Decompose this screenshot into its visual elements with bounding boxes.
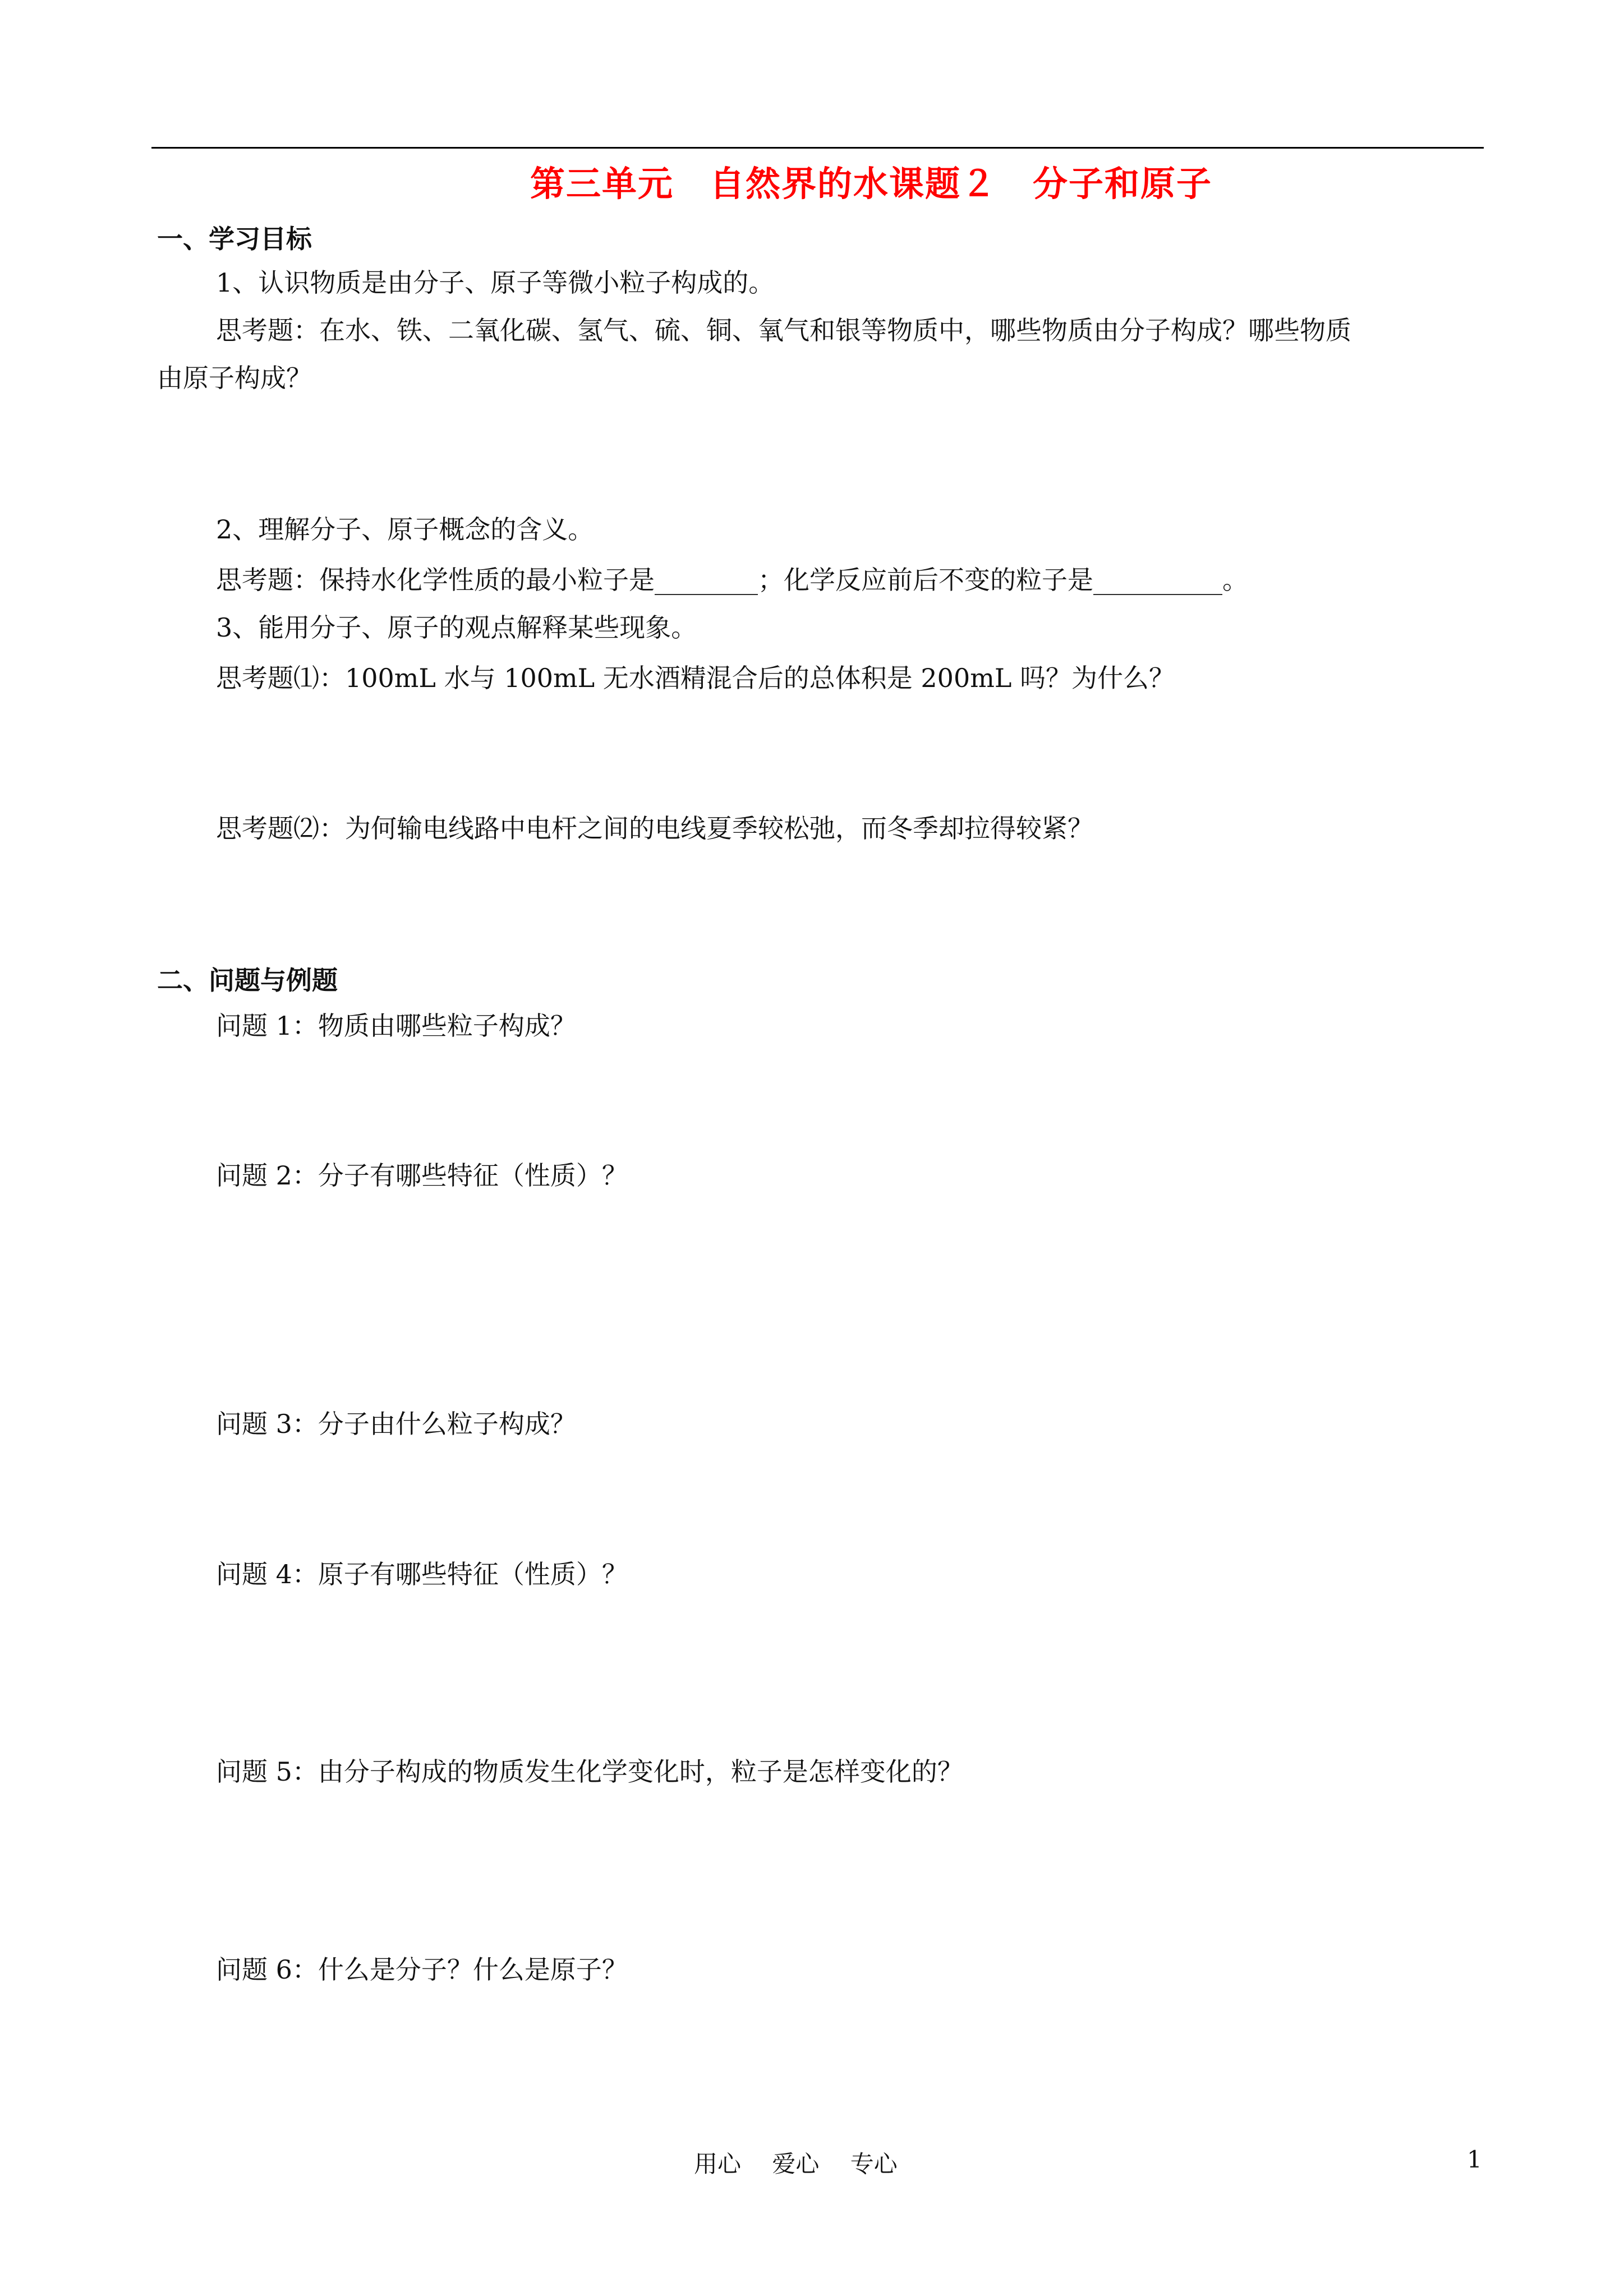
learning-goal-2: 2、理解分子、原子概念的含义。 bbox=[216, 514, 594, 545]
question-1: 问题 1：物质由哪些粒子构成？ bbox=[216, 1011, 576, 1041]
thinking-question-3a: 思考题⑴：100mL 水与 100mL 无水酒精混合后的总体积是 200mL 吗？为什么？ bbox=[216, 663, 1175, 693]
document-title: 第三单元 自然界的水课题２ 分子和原子 bbox=[530, 163, 1213, 204]
thinking-question-3b: 思考题⑵：为何输电线路中电杆之间的电线夏季较松弛，而冬季却拉得较紧？ bbox=[216, 813, 1093, 843]
thinking-question-1-line-2: 由原子构成？ bbox=[157, 363, 312, 393]
learning-goal-3: 3、能用分子、原子的观点解释某些现象。 bbox=[216, 612, 697, 643]
question-6: 问题 6：什么是分子？什么是原子？ bbox=[216, 1954, 628, 1985]
question-5: 问题 5：由分子构成的物质发生化学变化时，粒子是怎样变化的？ bbox=[216, 1756, 963, 1787]
question-3: 问题 3：分子由什么粒子构成？ bbox=[216, 1409, 576, 1439]
question-2: 问题 2：分子有哪些特征（性质）？ bbox=[216, 1160, 628, 1191]
question-4: 问题 4：原子有哪些特征（性质）？ bbox=[216, 1559, 628, 1589]
footer-motto: 用心 爱心 专心 bbox=[694, 2150, 898, 2178]
thinking-question-2: 思考题：保持水化学性质的最小粒子是________；化学反应前后不变的粒子是__________。 bbox=[216, 565, 1248, 595]
header-rule bbox=[151, 147, 1484, 149]
thinking-question-1-line-1: 思考题：在水、铁、二氧化碳、氢气、硫、铜、氧气和银等物质中，哪些物质由分子构成？哪些物质 bbox=[216, 315, 1351, 345]
section-heading-questions: 二、问题与例题 bbox=[157, 965, 338, 995]
page-number: 1 bbox=[1467, 2146, 1482, 2173]
learning-goal-1: 1、认识物质是由分子、原子等微小粒子构成的。 bbox=[216, 268, 775, 298]
section-heading-learning-goals: 一、学习目标 bbox=[157, 224, 312, 254]
